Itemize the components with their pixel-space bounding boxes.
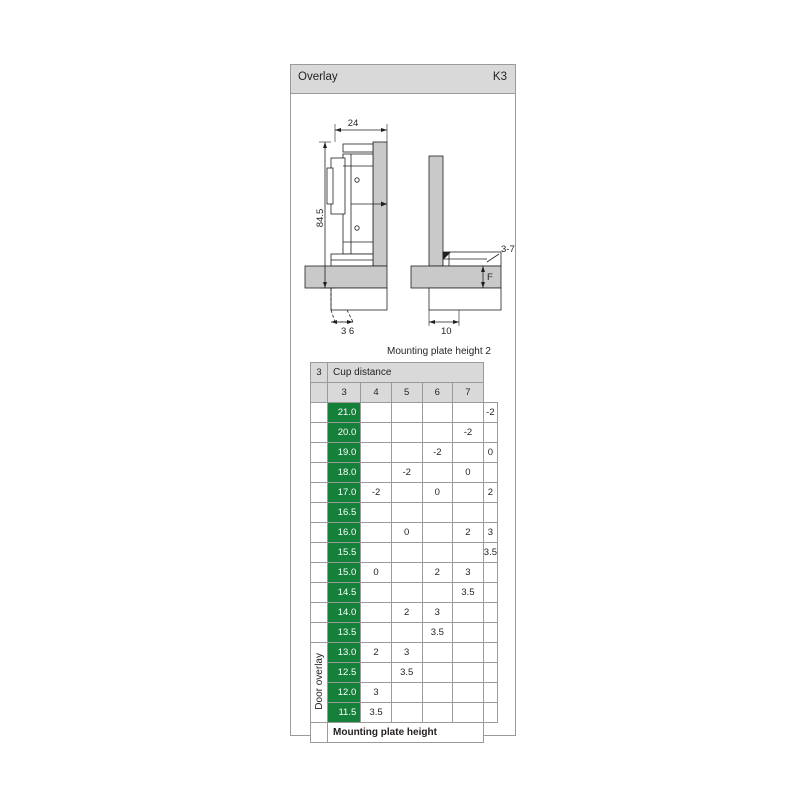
plate-height-cell[interactable] [483,423,497,443]
plate-height-cell[interactable]: 3.5 [361,703,392,723]
plate-height-cell[interactable] [391,403,422,423]
row-axis-spacer [311,583,328,603]
plate-height-cell[interactable] [361,503,392,523]
table-row[interactable] [311,423,498,443]
plate-height-cell[interactable]: 0 [483,443,497,463]
table-row[interactable] [311,663,498,683]
plate-height-cell[interactable]: 0 [422,483,453,503]
table-corner-cell: 3 [311,363,328,383]
plate-height-cell[interactable] [483,563,497,583]
plate-height-cell[interactable]: 2 [361,643,392,663]
plate-height-cell[interactable] [483,583,497,603]
plate-height-cell[interactable]: 3.5 [453,583,484,603]
plate-height-cell[interactable] [391,583,422,603]
plate-height-cell[interactable] [422,423,453,443]
plate-height-cell[interactable] [422,463,453,483]
plate-height-cell[interactable]: 2 [422,563,453,583]
plate-height-cell[interactable] [361,443,392,463]
table-row[interactable] [311,643,498,663]
door-overlay-value: 19.0 [328,443,361,463]
plate-height-cell[interactable] [453,403,484,423]
plate-height-cell[interactable]: -2 [361,483,392,503]
plate-height-cell[interactable] [453,443,484,463]
plate-height-cell[interactable]: 3 [361,683,392,703]
door-overlay-value: 15.0 [328,563,361,583]
plate-height-cell[interactable] [391,703,422,723]
plate-height-cell[interactable]: 0 [453,463,484,483]
plate-height-cell[interactable] [483,643,497,663]
column-header-7: 7 [453,383,484,403]
table-row[interactable] [311,443,498,463]
row-axis-label: Door overlay [311,643,328,723]
door-overlay-value: 16.0 [328,523,361,543]
overlay-table [310,362,498,743]
door-overlay-value: 12.0 [328,683,361,703]
door-overlay-value: 17.0 [328,483,361,503]
plate-height-cell[interactable]: 2 [483,483,497,503]
dim-gap-label: 3-7 [501,244,515,255]
plate-height-cell[interactable] [422,523,453,543]
plate-height-cell[interactable]: -2 [422,443,453,463]
row-axis-spacer [311,563,328,583]
row-axis-spacer [311,543,328,563]
plate-height-cell[interactable]: 3.5 [391,663,422,683]
plate-height-cell[interactable]: 0 [361,563,392,583]
footer-spacer [311,723,328,743]
plate-height-cell[interactable] [483,463,497,483]
plate-height-cell[interactable]: 3.5 [483,543,497,563]
row-axis-spacer [311,503,328,523]
row-axis-spacer [311,443,328,463]
table-row[interactable] [311,503,498,523]
row-axis-spacer [311,423,328,443]
overlay-table-body [311,363,498,743]
table-group-header-row [311,363,498,383]
plate-height-cell[interactable] [483,603,497,623]
plate-height-cell[interactable] [391,503,422,523]
plate-height-cell[interactable] [422,643,453,663]
technical-drawing [291,94,515,404]
table-row[interactable] [311,703,498,723]
plate-height-cell[interactable]: 2 [391,603,422,623]
plate-height-cell[interactable] [361,403,392,423]
plate-height-cell[interactable] [483,683,497,703]
plate-height-cell[interactable]: -2 [453,423,484,443]
table-column-header-row [311,383,498,403]
plate-height-cell[interactable] [422,703,453,723]
column-header-5: 5 [391,383,422,403]
plate-height-cell[interactable] [391,483,422,503]
plate-height-cell[interactable] [483,703,497,723]
plate-height-cell[interactable]: 3 [422,603,453,623]
plate-height-cell[interactable] [391,683,422,703]
plate-height-cell[interactable]: 2 [453,523,484,543]
sheet-title: Overlay [298,71,338,83]
plate-height-cell[interactable] [483,623,497,643]
plate-height-cell[interactable]: 3 [391,643,422,663]
door-overlay-value: 12.5 [328,663,361,683]
door-overlay-value: 15.5 [328,543,361,563]
plate-height-cell[interactable] [391,543,422,563]
row-axis-spacer [311,603,328,623]
plate-height-cell[interactable] [453,663,484,683]
dim-f-label: F [487,272,493,283]
door-overlay-value: 20.0 [328,423,361,443]
row-axis-spacer [311,483,328,503]
table-row[interactable] [311,603,498,623]
column-header-4: 4 [361,383,392,403]
door-overlay-value: 13.5 [328,623,361,643]
row-axis-spacer [311,623,328,643]
dim-right-bottom-label: 10 [441,326,452,337]
table-row[interactable] [311,463,498,483]
plate-height-cell[interactable] [361,603,392,623]
plate-height-cell[interactable] [483,663,497,683]
plate-height-cell[interactable] [391,443,422,463]
dim-left-bottom-label: 3 6 [341,326,355,337]
row-axis-spacer [311,463,328,483]
table-row[interactable] [311,543,498,563]
plate-height-cell[interactable]: 3 [483,523,497,543]
door-overlay-value: 18.0 [328,463,361,483]
plate-height-cell[interactable] [422,503,453,523]
plate-height-cell[interactable]: 3.5 [422,623,453,643]
plate-height-cell[interactable] [361,623,392,643]
plate-height-cell[interactable] [361,423,392,443]
plate-height-cell[interactable] [453,683,484,703]
plate-height-cell[interactable] [391,423,422,443]
row-axis-spacer [311,523,328,543]
plate-height-cell[interactable] [361,463,392,483]
plate-height-cell[interactable] [453,483,484,503]
plate-height-cell[interactable] [422,543,453,563]
cup-distance-header: Cup distance [328,363,484,383]
table-row[interactable] [311,483,498,503]
plate-height-cell[interactable] [422,663,453,683]
table-row[interactable] [311,583,498,603]
column-header-3: 3 [328,383,361,403]
plate-height-cell[interactable] [453,623,484,643]
plate-height-cell[interactable] [361,583,392,603]
row-axis-spacer [311,403,328,423]
table-footer-row [311,723,498,743]
table-row[interactable] [311,523,498,543]
plate-height-cell[interactable]: -2 [483,403,497,423]
sheet-header [291,65,515,94]
drawing-caption: Mounting plate height 2 [387,346,491,357]
table-row[interactable] [311,403,498,423]
door-overlay-value: 14.5 [328,583,361,603]
table-corner-spacer [311,383,328,403]
table-row[interactable] [311,563,498,583]
footer-label: Mounting plate height [328,723,484,743]
door-overlay-value: 14.0 [328,603,361,623]
door-overlay-value: 16.5 [328,503,361,523]
plate-height-cell[interactable] [361,663,392,683]
plate-height-cell[interactable] [453,703,484,723]
door-overlay-value: 11.5 [328,703,361,723]
overlay-table-wrapper [310,362,498,743]
plate-height-cell[interactable]: 3 [453,563,484,583]
plate-height-cell[interactable] [422,403,453,423]
door-overlay-value: 13.0 [328,643,361,663]
dim-height-label: 84.5 [315,208,326,228]
plate-height-cell[interactable] [453,603,484,623]
plate-height-cell[interactable] [422,583,453,603]
plate-height-cell[interactable] [361,523,392,543]
table-row[interactable] [311,623,498,643]
plate-height-cell[interactable] [483,503,497,523]
column-header-6: 6 [422,383,453,403]
spec-sheet [290,64,516,736]
dim-width-label: 24 [347,118,359,129]
plate-height-cell[interactable] [391,563,422,583]
plate-height-cell[interactable] [453,503,484,523]
sheet-code: K3 [492,71,507,83]
table-row[interactable] [311,683,498,703]
plate-height-cell[interactable]: -2 [391,463,422,483]
plate-height-cell[interactable]: 0 [391,523,422,543]
plate-height-cell[interactable] [453,643,484,663]
door-overlay-value: 21.0 [328,403,361,423]
plate-height-cell[interactable] [422,683,453,703]
plate-height-cell[interactable] [361,543,392,563]
plate-height-cell[interactable] [453,543,484,563]
plate-height-cell[interactable] [391,623,422,643]
